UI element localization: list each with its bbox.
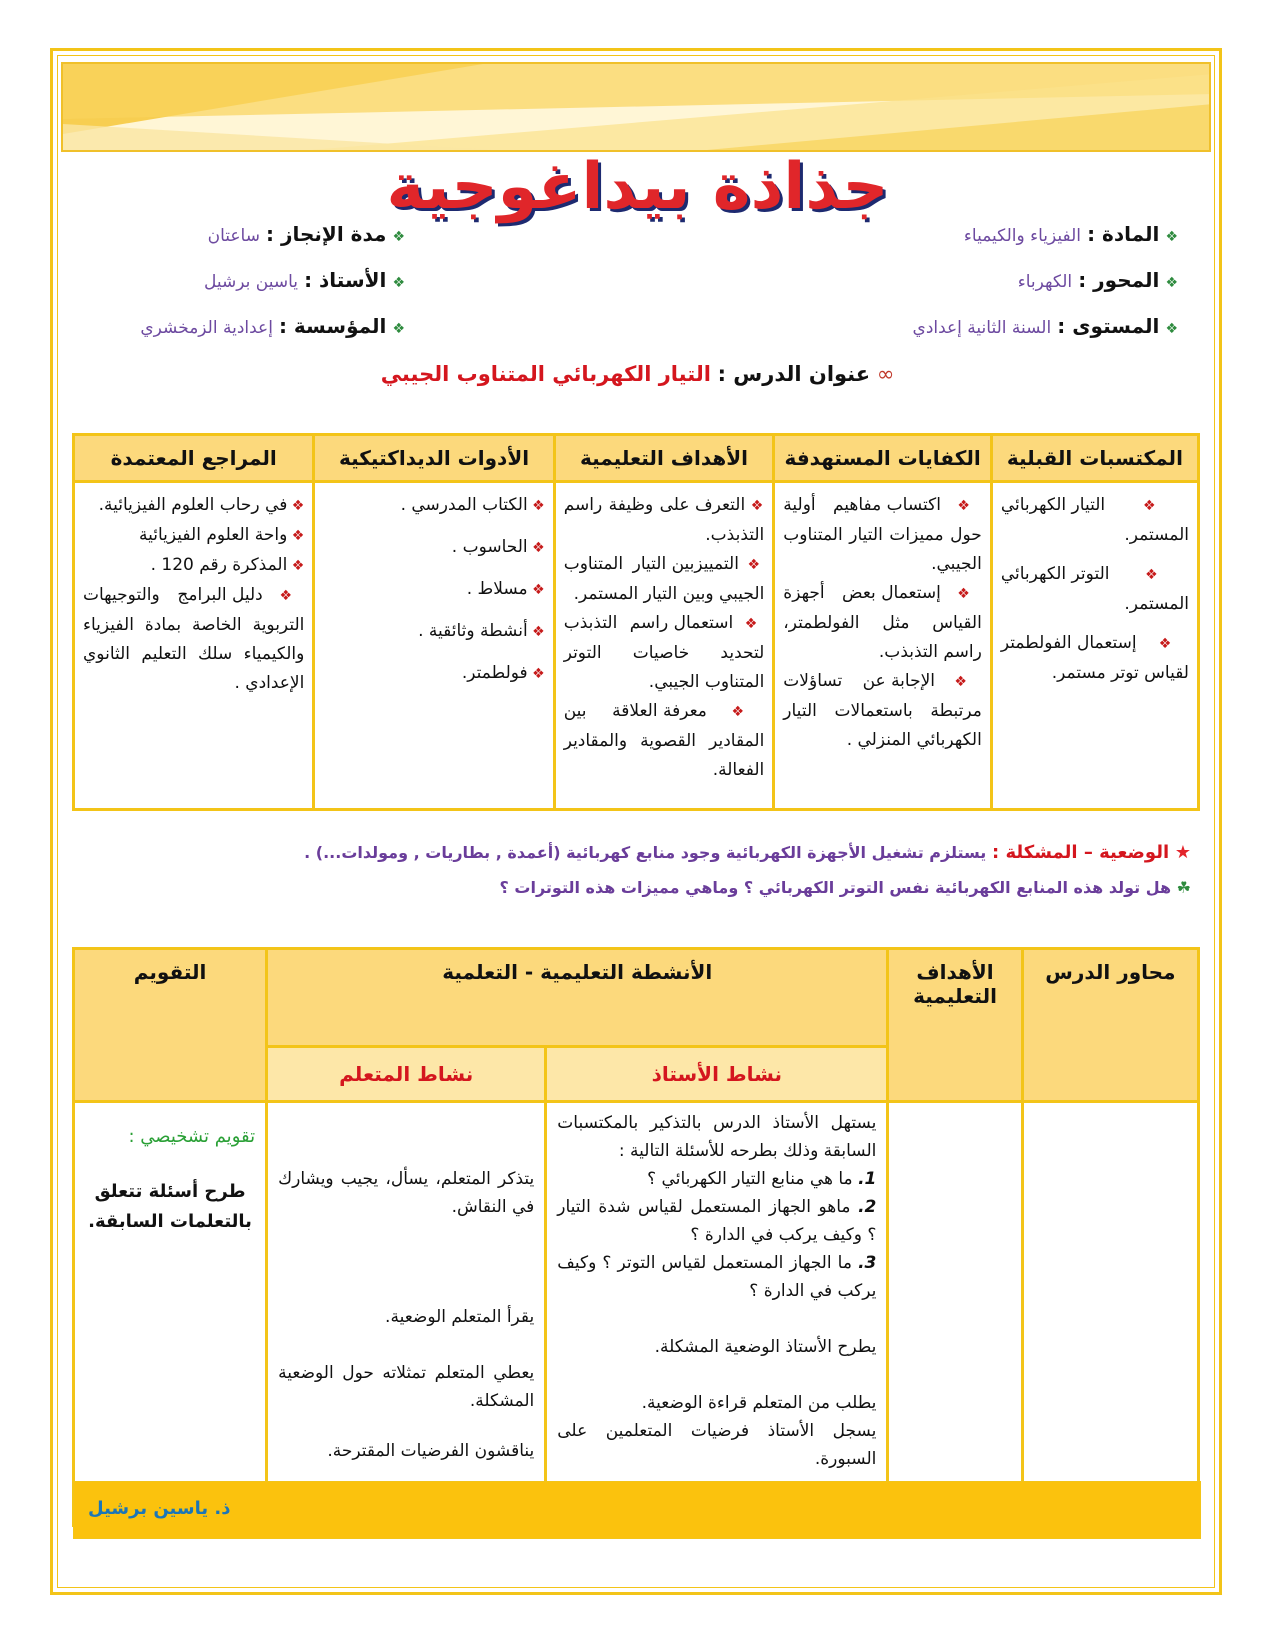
lesson-value: التيار الكهربائي المتناوب الجيبي xyxy=(380,362,711,386)
header-competencies: الكفايات المستهدفة xyxy=(774,435,992,482)
axis-label: المحور : xyxy=(1078,268,1160,292)
bullet-icon: ❖ xyxy=(287,528,305,544)
teacher-info xyxy=(204,268,405,292)
subject-label: المادة : xyxy=(1087,222,1160,246)
teacher-activity-header: نشاط الأستاذ xyxy=(546,1047,888,1102)
learner-step: يتذكر المتعلم، يسأل، يجيب ويشارك في النقاش. xyxy=(278,1169,535,1217)
bullet-icon: ❖ xyxy=(527,666,545,682)
bullet-icon: ❖ xyxy=(287,498,305,514)
bullet-icon: ❖ xyxy=(1109,567,1189,583)
table-row xyxy=(74,1102,1199,1526)
list-item: ❖ استعمال راسم التذبذب لتحديد خاصيات التوتر المتناوب الجيبي. xyxy=(563,613,765,692)
list-item: ❖ واحة العلوم الفيزيائية xyxy=(139,525,305,545)
question-item: 1. ما هي منابع التيار الكهربائي ؟ xyxy=(647,1169,877,1189)
list-item: ❖ الحاسوب . xyxy=(451,537,545,557)
list-item: ❖ المذكرة رقم 120 . xyxy=(150,555,305,575)
tools-cell xyxy=(314,482,554,810)
subject-value: الفيزياء والكيمياء xyxy=(963,226,1082,246)
teacher-step: يطلب من المتعلم قراءة الوضعية. xyxy=(641,1393,877,1413)
learner-step: يعطي المتعلم تمثلاته حول الوضعية المشكلة. xyxy=(278,1363,535,1411)
references-cell xyxy=(74,482,314,810)
bullet-icon: ❖ xyxy=(1136,636,1189,652)
diamond-bullet-icon: ❖ xyxy=(1165,321,1178,337)
bullet-icon: ❖ xyxy=(935,674,982,690)
list-item: ❖ اكتساب مفاهيم أولية حول مميزات التيار المتناوب الجيبي. xyxy=(783,495,982,574)
teacher-step: يطرح الأستاذ الوضعية المشكلة. xyxy=(654,1337,877,1357)
bullet-icon: ❖ xyxy=(745,498,765,514)
school-label: المؤسسة : xyxy=(278,314,387,338)
header-objectives: الأهداف التعليمية xyxy=(554,435,774,482)
header-tools: الأدوات الديداكتيكية xyxy=(314,435,554,482)
list-item: ❖ إستعمال بعض أجهزة القياس مثل الفولطمتر، راسم التذبذب. xyxy=(783,583,982,662)
prerequisites-cell xyxy=(991,482,1198,810)
leaf-icon: ☘ xyxy=(1176,878,1191,897)
duration-value: ساعتان xyxy=(207,226,260,246)
footer-author: ذ. ياسين برشيل xyxy=(88,1498,231,1519)
teacher-label: الأستاذ : xyxy=(304,268,387,292)
list-item: ❖ فولطمتر. xyxy=(461,663,545,683)
bullet-icon: ❖ xyxy=(1105,498,1189,514)
axes-cell xyxy=(1022,1102,1198,1526)
evaluation-type: تقويم تشخيصي : xyxy=(128,1126,256,1147)
bullet-icon: ❖ xyxy=(706,704,765,720)
question-item: 3. ما الجهاز المستعمل لقياس التوتر ؟ وكيف يركب في الدارة ؟ xyxy=(557,1253,877,1301)
school-value: إعدادية الزمخشري xyxy=(140,318,273,338)
bullet-icon: ❖ xyxy=(287,558,305,574)
table-header-row xyxy=(74,949,1199,1047)
learner-activity-cell xyxy=(267,1102,546,1526)
header-references: المراجع المعتمدة xyxy=(74,435,314,482)
bullet-icon: ❖ xyxy=(733,616,765,632)
header-evaluation: التقويم xyxy=(74,949,267,1102)
star-icon: ★ xyxy=(1174,842,1191,863)
duration-info xyxy=(208,222,405,246)
list-item: ❖ إستعمال الفولطمتر لقياس توتر مستمر. xyxy=(1000,633,1189,683)
list-item: ❖ معرفة العلاقة بين المقادير القصوية والمقادير الفعالة. xyxy=(563,701,765,780)
level-value: السنة الثانية إعدادي xyxy=(912,318,1052,338)
diamond-bullet-icon: ❖ xyxy=(1165,275,1178,291)
question-item: 2. ماهو الجهاز المستعمل لقياس شدة التيار ؟ وكيف يركب في الدارة ؟ xyxy=(557,1197,877,1245)
diamond-bullet-icon: ❖ xyxy=(392,321,405,337)
table-header-row xyxy=(74,435,1199,482)
problem-situation xyxy=(304,842,1191,863)
scroll-bullet-icon: ∞ xyxy=(876,362,895,386)
level-label: المستوى : xyxy=(1057,314,1160,338)
list-item: ❖ الإجابة عن تساؤلات مرتبطة باستعمالات التيار الكهربائي المنزلي . xyxy=(783,671,982,750)
situation-label: الوضعية – المشكلة : xyxy=(992,842,1170,863)
list-item: ❖ في رحاب العلوم الفيزيائية. xyxy=(98,495,305,515)
lesson-activities-table xyxy=(72,947,1200,1527)
situation-text: يستلزم تشغيل الأجهزة الكهربائية وجود منابع كهربائية (أعمدة , بطاريات , ومولدات...) . xyxy=(304,843,987,862)
learner-activity-header: نشاط المتعلم xyxy=(267,1047,546,1102)
competencies-cell xyxy=(774,482,992,810)
situation-question xyxy=(500,878,1191,897)
table-row xyxy=(74,482,1199,810)
header-axes: محاور الدرس xyxy=(1022,949,1198,1102)
header-objectives: الأهداف التعليمية xyxy=(888,949,1022,1102)
teacher-step: يسجل الأستاذ فرضيات المتعلمين على السبورة. xyxy=(557,1421,877,1469)
bullet-icon: ❖ xyxy=(527,582,545,598)
decorative-banner xyxy=(61,62,1211,152)
objectives-cell xyxy=(888,1102,1022,1526)
duration-label: مدة الإنجاز : xyxy=(266,222,387,246)
objectives-cell xyxy=(554,482,774,810)
list-item: ❖ التعرف على وظيفة راسم التذبذب. xyxy=(563,495,765,545)
diamond-bullet-icon: ❖ xyxy=(1165,229,1178,245)
evaluation-text: طرح أسئلة تتعلق بالتعلمات السابقة. xyxy=(88,1181,252,1232)
teacher-value: ياسين برشيل xyxy=(204,272,299,292)
header-prerequisites: المكتسبات القبلية xyxy=(991,435,1198,482)
question-text: هل تولد هذه المنابع الكهربائية نفس التوتر الكهربائي ؟ وماهي مميزات هذه التوترات ؟ xyxy=(499,878,1172,897)
learner-step: يقرأ المتعلم الوضعية. xyxy=(385,1307,535,1327)
list-item: ❖ مسلاط . xyxy=(466,579,545,599)
axis-value: الكهرباء xyxy=(1017,272,1073,292)
footer-bar xyxy=(73,1481,1201,1539)
lesson-prerequisites-table xyxy=(72,433,1200,811)
list-item: ❖ التيار الكهربائي المستمر. xyxy=(1000,495,1189,545)
bullet-icon: ❖ xyxy=(262,588,305,604)
bullet-icon: ❖ xyxy=(940,498,982,514)
evaluation-cell xyxy=(74,1102,267,1526)
diamond-bullet-icon: ❖ xyxy=(392,275,405,291)
subject-info xyxy=(964,222,1178,246)
lesson-title-line xyxy=(0,362,1275,386)
learner-step: يناقشون الفرضيات المقترحة. xyxy=(327,1441,535,1461)
level-info xyxy=(913,314,1178,338)
page-title: جذاذة بيداغوجية xyxy=(386,150,889,224)
header-activities: الأنشطة التعليمية - التعلمية xyxy=(267,949,888,1047)
teacher-activity-cell xyxy=(546,1102,888,1526)
list-item: ❖ أنشطة وثائقية . xyxy=(418,621,545,641)
bullet-icon: ❖ xyxy=(527,540,545,556)
school-info xyxy=(140,314,405,338)
bullet-icon: ❖ xyxy=(940,586,982,602)
list-item: ❖ الكتاب المدرسي . xyxy=(400,495,545,515)
axis-info xyxy=(1018,268,1178,292)
diamond-bullet-icon: ❖ xyxy=(392,229,405,245)
bullet-icon: ❖ xyxy=(738,557,765,573)
bullet-icon: ❖ xyxy=(527,624,545,640)
teacher-intro: يستهل الأستاذ الدرس بالتذكير بالمكتسبات السابقة وذلك بطرحه للأسئلة التالية : xyxy=(557,1113,877,1161)
list-item: ❖ التمييزبين التيار المتناوب الجيبي وبين التيار المستمر. xyxy=(563,554,765,604)
bullet-icon: ❖ xyxy=(527,498,545,514)
lesson-label: عنوان الدرس : xyxy=(717,362,871,386)
list-item: ❖ دليل البرامج والتوجيهات التربوية الخاصة بمادة الفيزياء والكيمياء سلك التعليم الثانوي الإعدادي . xyxy=(83,585,305,693)
list-item: ❖ التوتر الكهربائي المستمر. xyxy=(1000,564,1189,614)
